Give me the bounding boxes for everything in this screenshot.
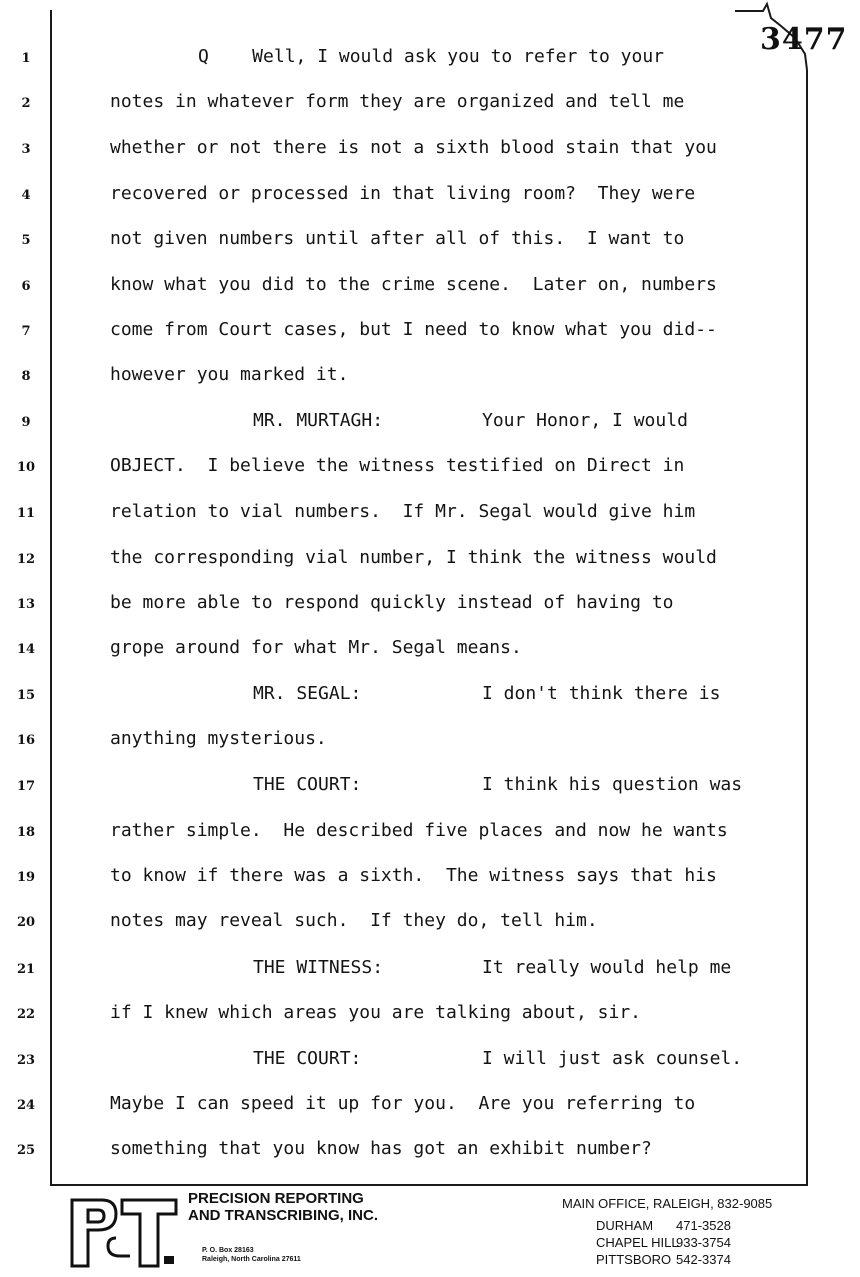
- office-city: CHAPEL HILL: [596, 1235, 679, 1250]
- transcript-line: come from Court cases, but I need to know what you did--: [110, 319, 717, 340]
- transcript-line: something that you know has got an exhibit number?: [110, 1138, 652, 1159]
- line-number: 8: [21, 369, 31, 384]
- office-phone: 933-3754: [676, 1235, 731, 1250]
- office-listing: [596, 1235, 731, 1250]
- right-margin-rule: [806, 70, 808, 1186]
- office-phone: 542-3374: [676, 1252, 731, 1267]
- office-phone: 471-3528: [676, 1218, 731, 1233]
- office-city: DURHAM: [596, 1218, 654, 1233]
- line-number: 2: [21, 96, 31, 111]
- transcript-line: be more able to respond quickly instead of having to: [110, 592, 674, 613]
- transcript-line: Q Well, I would ask you to refer to your: [198, 46, 664, 67]
- transcript-line: Your Honor, I would: [482, 410, 688, 431]
- line-number: 13: [16, 597, 36, 612]
- transcript-line: It really would help me: [482, 957, 732, 978]
- page-number: 3477: [760, 22, 848, 57]
- transcript-line: rather simple. He described five places and now he wants: [110, 820, 728, 841]
- line-number: 22: [16, 1007, 36, 1022]
- bottom-margin-rule: [50, 1184, 808, 1186]
- line-number: 6: [21, 279, 31, 294]
- line-number: 16: [16, 733, 36, 748]
- address-line: P. O. Box 28163: [202, 1247, 254, 1254]
- line-number: 10: [16, 460, 36, 475]
- speaker-label: THE WITNESS:: [253, 957, 384, 978]
- transcript-line: however you marked it.: [110, 364, 349, 385]
- transcript-line: Maybe I can speed it up for you. Are you referring to: [110, 1093, 696, 1114]
- office-listing: [596, 1218, 731, 1233]
- company-name-line: PRECISION REPORTING: [188, 1190, 364, 1207]
- line-number: 15: [16, 688, 36, 703]
- line-number: 24: [16, 1098, 36, 1113]
- line-number: 17: [16, 779, 36, 794]
- line-number: 1: [21, 51, 31, 66]
- transcript-line: I will just ask counsel.: [482, 1048, 743, 1069]
- transcript-line: whether or not there is not a sixth blood stain that you: [110, 137, 717, 158]
- reporter-footer: [0, 1188, 860, 1277]
- transcript-line: if I knew which areas you are talking about, sir.: [110, 1002, 642, 1023]
- speaker-label: MR. MURTAGH:: [253, 410, 384, 431]
- line-number: 4: [21, 188, 31, 203]
- transcript-line: know what you did to the crime scene. Later on, numbers: [110, 274, 717, 295]
- line-number: 20: [16, 915, 36, 930]
- office-listing: [596, 1252, 731, 1267]
- line-number: 18: [16, 825, 36, 840]
- transcript-line: notes may reveal such. If they do, tell him.: [110, 910, 598, 931]
- transcript-line: anything mysterious.: [110, 728, 327, 749]
- mailing-address: [202, 1246, 301, 1264]
- company-logo: [68, 1194, 182, 1268]
- transcript-line: I think his question was: [482, 774, 743, 795]
- transcript-line: OBJECT. I believe the witness testified on Direct in: [110, 455, 685, 476]
- speaker-label: THE COURT:: [253, 774, 362, 795]
- line-number: 12: [16, 552, 36, 567]
- line-number: 9: [21, 415, 31, 430]
- transcript-line: notes in whatever form they are organized and tell me: [110, 91, 685, 112]
- transcript-line: relation to vial numbers. If Mr. Segal would give him: [110, 501, 696, 522]
- transcript-line: I don't think there is: [482, 683, 721, 704]
- line-number: 11: [16, 506, 36, 521]
- speaker-label: MR. SEGAL:: [253, 683, 362, 704]
- transcript-line: the corresponding vial number, I think the witness would: [110, 547, 717, 568]
- line-number: 3: [21, 142, 31, 157]
- address-line: Raleigh, North Carolina 27611: [202, 1256, 301, 1263]
- transcript-line: grope around for what Mr. Segal means.: [110, 637, 522, 658]
- line-number: 14: [16, 642, 36, 657]
- left-margin-rule: [50, 10, 52, 1186]
- transcript-line: to know if there was a sixth. The witness says that his: [110, 865, 717, 886]
- speaker-label: THE COURT:: [253, 1048, 362, 1069]
- main-office-phone: MAIN OFFICE, RALEIGH, 832-9085: [562, 1196, 773, 1211]
- line-number: 7: [21, 324, 31, 339]
- line-number: 5: [21, 233, 31, 248]
- office-city: PITTSBORO: [596, 1252, 672, 1267]
- transcript-line: recovered or processed in that living room? They were: [110, 183, 696, 204]
- line-number: 23: [16, 1053, 36, 1068]
- line-number: 19: [16, 870, 36, 885]
- company-name: [188, 1190, 378, 1224]
- company-name-line: AND TRANSCRIBING, INC.: [188, 1207, 378, 1224]
- line-number: 25: [16, 1143, 36, 1158]
- line-number: 21: [16, 962, 36, 977]
- transcript-line: not given numbers until after all of this. I want to: [110, 228, 685, 249]
